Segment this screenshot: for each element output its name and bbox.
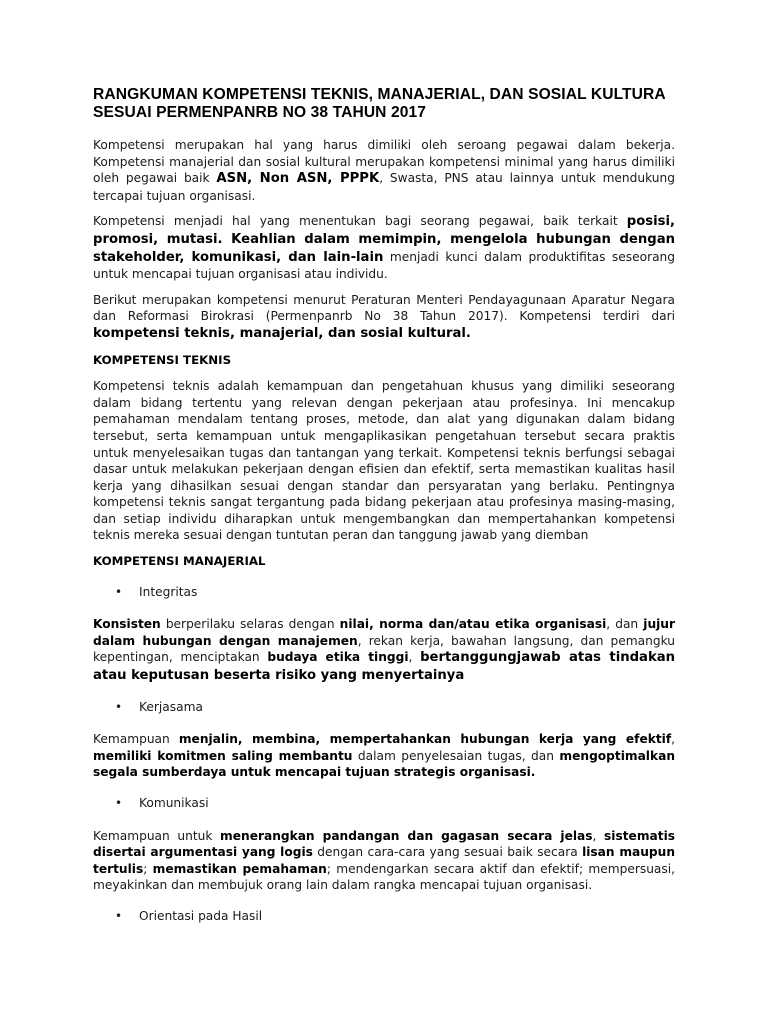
bold-text: bertanggungjawab atas tindakan atau keputusan beserta risiko yang menyertainya: [93, 650, 675, 684]
bullet-item-integritas: [115, 584, 675, 601]
teknis-paragraph: Kompetensi teknis adalah kemampuan dan pengetahuan khusus yang dimiliki seseorang dalam bidang tertentu yang relevan dengan pekerjaan atau profesinya. Ini mencakup pemahaman mendalam tentang proses, metode, dan alat yang digunakan dalam bidang tersebut, serta kemampuan untuk mengaplikasikan pengetahuan tersebut secara praktis untuk menyelesaikan tugas dan tantangan yang terkait. Kompetensi teknis berfungsi sebagai dasar untuk melakukan pekerjaan dengan efisien dan efektif, serta memastikan kualitas hasil kerja yang dihasilkan sesuai dengan standar dan persyaratan yang berlaku. Pentingnya kompetensi teknis sangat tergantung pada bidang pekerjaan atau profesinya masing-masing, dan setiap individu diharapkan untuk mengembangkan dan mempertahankan kompetensi teknis mereka sesuai dengan tuntutan peran dan tanggung jawab yang diemban: [93, 379, 675, 543]
bullet-label: Kerjasama: [139, 699, 203, 714]
body-text: ,: [408, 650, 421, 665]
intro-paragraph-3: [93, 292, 675, 343]
bullet-item-komunikasi: [115, 795, 675, 812]
intro-bold-text: posisi, promosi, mutasi. Keahlian dalam memimpin, mengelola hubungan dengan stakeholder, komunikasi, dan lain-lain: [93, 214, 675, 265]
kerjasama-paragraph: [93, 731, 675, 781]
bold-text: menerangkan pandangan dan gagasan secara jelas: [220, 828, 593, 843]
bullet-label: Komunikasi: [139, 796, 209, 810]
section-heading-teknis: KOMPETENSI TEKNIS: [93, 352, 232, 367]
bullet-item-orientasi: [115, 908, 675, 925]
bold-text: Konsisten: [93, 617, 161, 632]
body-text: , rekan kerja, bawahan langsung, dan pemangku kepentingan, menciptakan: [93, 633, 675, 665]
body-text: Kemampuan untuk: [93, 828, 221, 843]
bold-text: budaya etika tinggi: [267, 650, 409, 665]
body-text: ,: [592, 828, 605, 843]
body-text: , dan: [606, 617, 644, 632]
bold-text: nilai, norma dan/atau etika organisasi: [339, 617, 607, 632]
bold-text: memastikan pemahaman: [152, 861, 327, 876]
intro-paragraph-1: [93, 137, 675, 204]
document-title: RANGKUMAN KOMPETENSI TEKNIS, MANAJERIAL, DAN SOSIAL KULTURA SESUAI PERMENPANRB NO 38 TAHUN 2017: [93, 86, 666, 121]
integritas-paragraph: [93, 616, 675, 684]
intro-bold-text: kompetensi teknis, manajerial, dan sosial kultural.: [93, 325, 471, 341]
body-text: ; mendengarkan secara aktif dan efektif; mempersuasi, meyakinkan dan membujuk orang lain dalam rangka mencapai tujuan organisasi.: [93, 861, 675, 893]
intro-text: , Swasta, PNS atau lainnya untuk mendukung tercapai tujuan organisasi.: [93, 171, 675, 203]
bullet-item-kerjasama: [115, 699, 675, 716]
intro-paragraph-2: [93, 213, 675, 282]
bold-text: jujur dalam hubungan dengan manajemen: [93, 617, 675, 648]
intro-text: Kompetensi merupakan hal yang harus dimiliki oleh seroang pegawai dalam bekerja. Kompetensi manajerial dan sosial kultural merupakan kompetensi minimal yang harus dimiliki oleh pegawai baik: [93, 138, 675, 186]
bold-text: menjalin, membina, mempertahankan hubungan kerja yang efektif: [178, 732, 672, 747]
section-heading-manajerial: KOMPETENSI MANAJERIAL: [93, 554, 266, 569]
bold-text: sistematis disertai argumentasi yang logis: [93, 828, 676, 860]
body-text: berperilaku selaras dengan: [160, 617, 340, 632]
komunikasi-paragraph: [93, 828, 675, 894]
bullet-icon: •: [115, 796, 123, 810]
bold-text: memiliki komitmen saling membantu: [93, 748, 353, 763]
bold-text: mengoptimalkan segala sumberdaya untuk mencapai tujuan strategis organisasi.: [93, 748, 675, 780]
bullet-icon: •: [115, 908, 123, 923]
intro-text: Berikut merupakan kompetensi menurut Peraturan Menteri Pendayagunaan Aparatur Negara dan Reformasi Birokrasi (Permenpanrb No 38 Tahun 2017). Kompetensi terdiri dari: [93, 292, 675, 324]
intro-text: Kompetensi menjadi hal yang menentukan bagi seorang pegawai, baik terkait: [93, 214, 627, 229]
body-text: Kemampuan: [93, 732, 179, 747]
bullet-label: Orientasi pada Hasil: [139, 908, 263, 923]
document-content: [93, 86, 675, 941]
body-text: dalam penyelesaian tugas, dan: [352, 748, 560, 763]
bullet-icon: •: [115, 699, 123, 714]
intro-bold-text: ASN, Non ASN, PPPK: [216, 171, 380, 187]
bold-text: lisan maupun tertulis: [93, 845, 675, 876]
body-text: ,: [671, 732, 675, 747]
body-text: dengan cara-cara yang sesuai baik secara: [312, 845, 583, 860]
bullet-icon: •: [115, 584, 123, 599]
bullet-label: Integritas: [139, 584, 198, 599]
intro-text: menjadi kunci dalam produktifitas seseorang untuk mencapai tujuan organisasi atau individu.: [93, 249, 676, 282]
body-text: ;: [143, 861, 153, 876]
